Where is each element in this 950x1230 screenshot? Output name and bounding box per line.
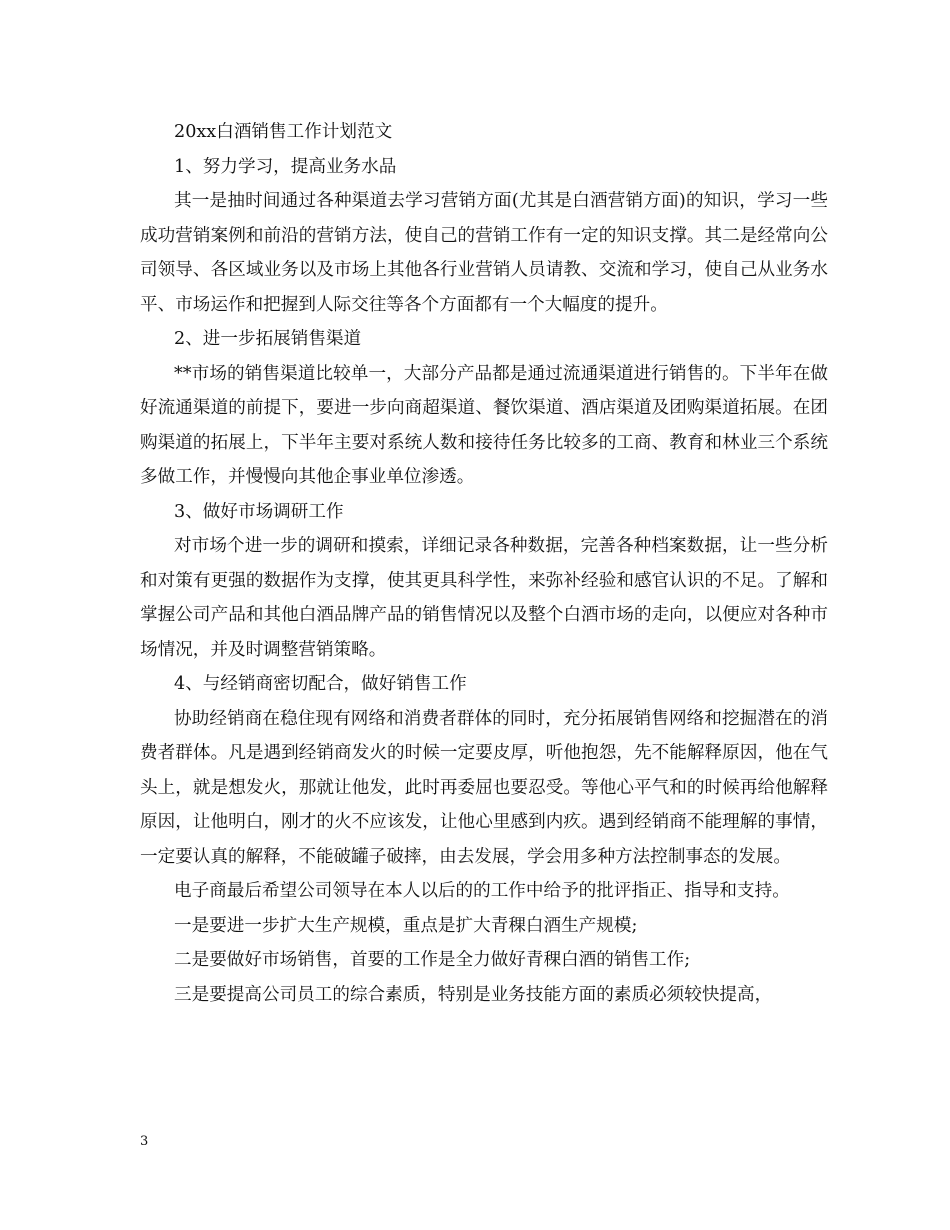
section-heading-3: 3、做好市场调研工作 [174, 501, 344, 522]
list-item-1: 一是要进一步扩大生产规模，重点是扩大青稞白酒生产规模; [174, 915, 638, 936]
page-number: 3 [140, 1134, 149, 1149]
document-title: 20xx白酒销售工作计划范文 [174, 122, 393, 142]
paragraph-1: 其一是抽时间通过各种渠道去学习营销方面(尤其是白酒营销方面)的知识，学习一些成功营销案例和前沿的营销方法，使自己的营销工作有一定的知识支撑。其二是经常向公司领导、各区域业务以及市场上其他各行业营销人员请教、交流和学习，使自己从业务水平、市场运作和把握到人际交往等各个方面都有一个大幅度的提升。 [140, 191, 828, 315]
paragraph-2: **市场的销售渠道比较单一，大部分产品都是通过流通渠道进行销售的。下半年在做好流通渠道的前提下，要进一步向商超渠道、餐饮渠道、酒店渠道及团购渠道拓展。在团购渠道的拓展上，下半年主要对系统人数和接待任务比较多的工商、教育和林业三个系统多做工作，并慢慢向其他企事业单位渗透。 [140, 363, 828, 487]
section-heading-4: 4、与经销商密切配合，做好销售工作 [174, 674, 467, 694]
list-item-2: 二是要做好市场销售，首要的工作是全力做好青稞白酒的销售工作; [174, 950, 691, 970]
paragraph-4: 协助经销商在稳住现有网络和消费者群体的同时，充分拓展销售网络和挖掘潜在的消费者群体。凡是遇到经销商发火的时候一定要皮厚，听他抱怨，先不能解释原因，他在气头上，就是想发火，那就让他发，此时再委屈也要忍受。等他心平气和的时候再给他解释原因，让他明白，刚才的火不应该发，让他心里感到内疚。遇到经销商不能理解的事情，一定要认真的解释，不能破罐子破摔，由去发展，学会用多种方法控制事态的发展。 [140, 708, 828, 867]
document-body [140, 115, 828, 1012]
section-heading-1: 1、努力学习，提高业务水品 [174, 156, 397, 177]
paragraph-3: 对市场个进一步的调研和摸索，详细记录各种数据，完善各种档案数据，让一些分析和对策有更强的数据作为支撑，使其更具科学性，来弥补经验和感官认识的不足。了解和掌握公司产品和其他白酒品牌产品的销售情况以及整个白酒市场的走向，以便应对各种市场情况，并及时调整营销策略。 [140, 536, 828, 660]
list-item-3: 三是要提高公司员工的综合素质，特别是业务技能方面的素质必须较快提高， [174, 984, 773, 1005]
paragraph-5: 电子商最后希望公司领导在本人以后的的工作中给予的批评指正、指导和支持。 [174, 881, 790, 901]
section-heading-2: 2、进一步拓展销售渠道 [174, 329, 362, 349]
